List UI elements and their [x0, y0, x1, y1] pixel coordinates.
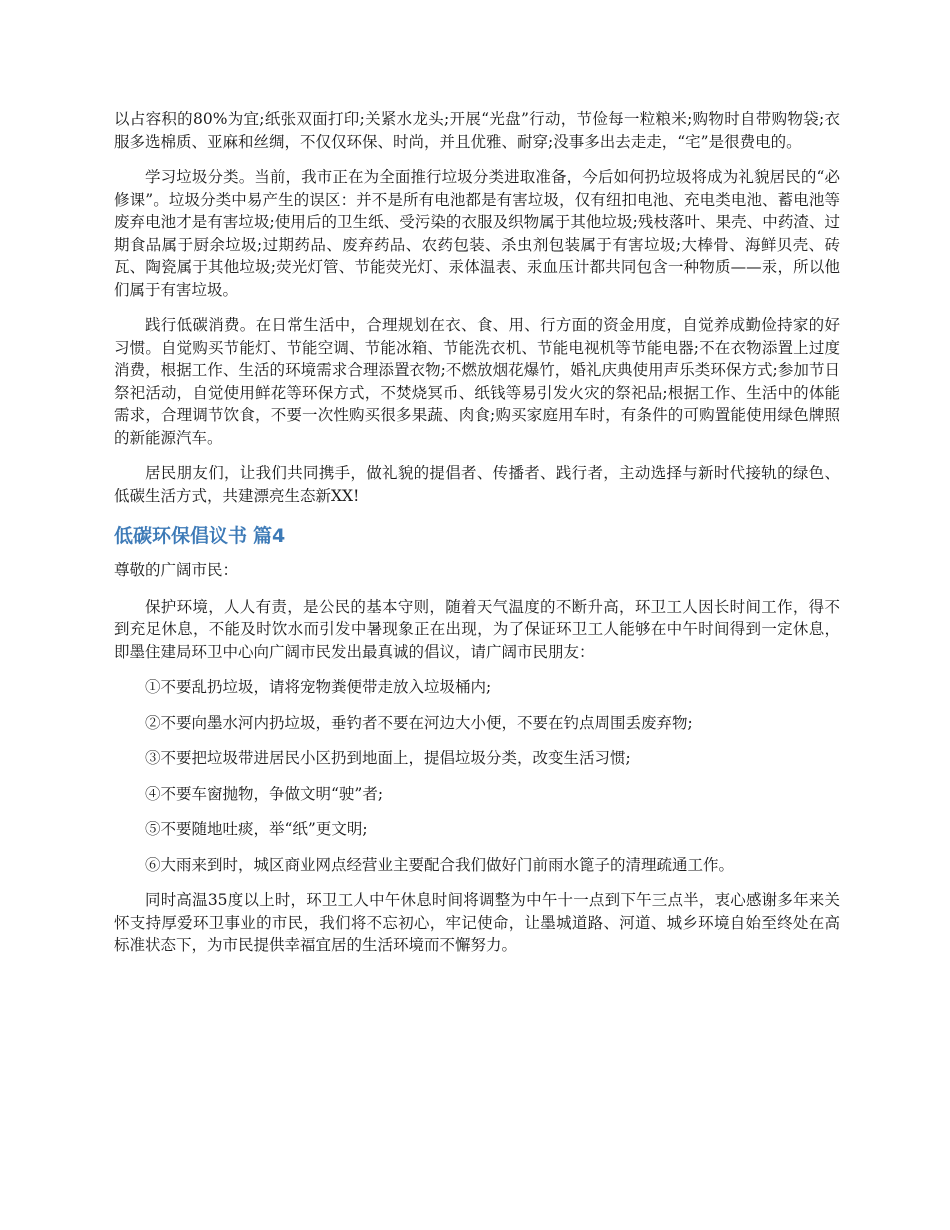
- paragraph-1: 以占容积的80%为宜;纸张双面打印;关紧水龙头;开展“光盘”行动，节俭每一粒粮米;购物时自带购物袋;衣服多选棉质、亚麻和丝绸，不仅仅环保、时尚，并且优雅、耐穿;没事多出去走走，“宅”是很费电的。: [114, 110, 840, 151]
- section-heading-title: 低碳环保倡议书: [114, 525, 248, 547]
- salutation: 尊敬的广阔市民：: [114, 561, 239, 579]
- paragraph-intro: 保护环境，人人有责，是公民的基本守则，随着天气温度的不断升高，环卫工人因长时间工作，得不到充足休息，不能及时饮水而引发中暑现象正在出现，为了保证环卫工人能够在中午时间得到一定休息，即墨住建局环卫中心向广阔市民发出最真诚的倡议，请广阔市民朋友：: [114, 597, 840, 661]
- list-item: ⑥大雨来到时，城区商业网点经营业主要配合我们做好门前雨水篦子的清理疏通工作。: [145, 855, 735, 874]
- list-item: ⑤不要随地吐痰，举“纸”更文明;: [145, 820, 368, 838]
- paragraph-final: 同时高温35度以上时，环卫工人中午休息时间将调整为中午十一点到下午三点半，衷心感谢多年来关怀支持厚爱环卫事业的市民，我们将不忘初心，牢记使命，让墨城道路、河道、城乡环境自始至终处在高标准状态下，为市民提供幸福宜居的生活环境而不懈努力。: [114, 891, 840, 954]
- list-item: ①不要乱扔垃圾，请将宠物粪便带走放入垃圾桶内;: [145, 678, 492, 696]
- list-item: ③不要把垃圾带进居民小区扔到地面上，提倡垃圾分类，改变生活习惯;: [145, 749, 631, 767]
- paragraph-low-carbon: 践行低碳消费。在日常生活中，合理规划在衣、食、用、行方面的资金用度，自觉养成勤俭持家的好习惯。自觉购买节能灯、节能空调、节能冰箱、节能洗衣机、节能电视机等节能电器;不在衣物添置上过度消费，根据工作、生活的环境需求合理添置衣物;不燃放烟花爆竹，婚礼庆典使用声乐类环保方式;参加节日祭祀活动，自觉使用鲜花等环保方式，不焚烧冥币、纸钱等易引发火灾的祭祀品;根据工作、生活中的体能需求，合理调节饮食，不要一次性购买很多果蔬、肉食;购买家庭用车时，有条件的可购置能使用绿色牌照的新能源汽车。: [114, 316, 840, 447]
- section-heading-number: 篇4: [253, 525, 286, 547]
- document-page: [114, 108, 840, 970]
- paragraph-closing: 居民朋友们，让我们共同携手，做礼貌的提倡者、传播者、践行者，主动选择与新时代接轨的绿色、低碳生活方式，共建漂亮生态新XX!: [114, 464, 840, 505]
- section-heading: [114, 523, 840, 549]
- list-item: ②不要向墨水河内扔垃圾，垂钓者不要在河边大小便，不要在钓点周围丢废弃物;: [145, 713, 693, 732]
- list-item: ④不要车窗抛物，争做文明“驶”者;: [145, 784, 384, 803]
- paragraph-sorting: 学习垃圾分类。当前，我市正在为全面推行垃圾分类进取准备，今后如何扔垃圾将成为礼貌居民的“必修课”。垃圾分类中易产生的误区：并不是所有电池都是有害垃圾，仅有纽扣电池、充电类电池、蓄电池等废弃电池才是有害垃圾;使用后的卫生纸、受污染的衣服及织物属于其他垃圾;残枝落叶、果壳、中药渣、过期食品属于厨余垃圾;过期药品、废弃药品、农药包装、杀虫剂包装属于有害垃圾;大棒骨、海鲜贝壳、砖瓦、陶瓷属于其他垃圾;荧光灯管、节能荧光灯、汞体温表、汞血压计都共同包含一种物质——汞，所以他们属于有害垃圾。: [114, 168, 840, 299]
